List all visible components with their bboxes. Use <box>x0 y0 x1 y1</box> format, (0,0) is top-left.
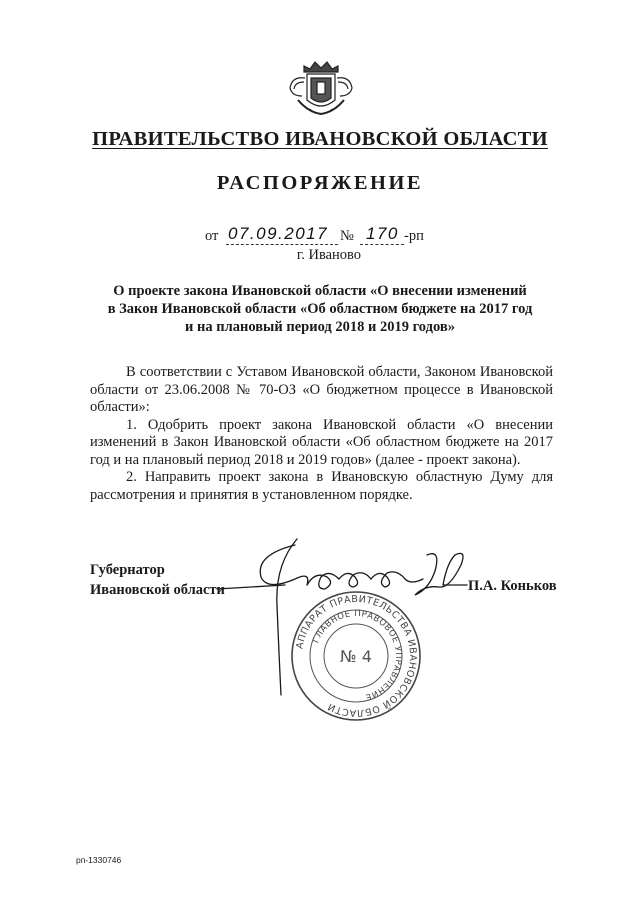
body-paragraph-preamble: В соответствии с Уставом Ивановской области, Законом Ивановской области от 23.06.2008 № 70-ОЗ «О бюджетном процессе в Ивановской области»: <box>90 364 553 415</box>
number-label: № <box>340 228 354 244</box>
document-type-heading: РАСПОРЯЖЕНИЕ <box>216 172 424 194</box>
handwritten-number: 170 <box>366 224 399 243</box>
signatory-position <box>90 560 225 600</box>
number-suffix: -рп <box>404 228 424 244</box>
body-paragraph-item-1: 1. Одобрить проект закона Ивановской области «О внесении изменений в Закон Ивановской области «Об областном бюджете на 2017 год и на плановый период 2018 и 2019 годов» (далее - проект закона). <box>90 416 553 468</box>
position-line-2: Ивановской области <box>90 582 225 598</box>
stamp-center-text: № 4 <box>340 647 372 666</box>
government-title: ПРАВИТЕЛЬСТВО ИВАНОВСКОЙ ОБЛАСТИ <box>92 128 548 150</box>
subject-line: в Закон Ивановской области «Об областном бюджете на 2017 год <box>107 301 533 317</box>
number-underline <box>360 244 404 245</box>
handwritten-signature <box>215 525 475 705</box>
body-paragraph-item-2: 2. Направить проект закона в Ивановскую областную Думу для рассмотрения и принятия в установленном порядке. <box>90 469 553 503</box>
stamp-outer-text: АППАРАТ ПРАВИТЕЛЬСТВА ИВАНОВСКОЙ ОБЛАСТИ <box>294 593 419 719</box>
document-code: рп-1330746 <box>76 855 122 865</box>
from-label: от <box>205 228 219 244</box>
stamp-inner-text: ГЛАВНОЕ ПРАВОВОЕ УПРАВЛЕНИЕ <box>311 608 404 702</box>
coat-of-arms-icon <box>284 56 358 118</box>
subject-line: и на плановый период 2018 и 2019 годов» <box>185 319 455 335</box>
date-number-line <box>0 226 640 246</box>
subject-line: О проекте закона Ивановской области «О внесении изменений <box>113 283 527 299</box>
city-line: г. Иваново <box>296 247 362 263</box>
date-underline <box>226 244 338 245</box>
subject-heading <box>0 282 640 336</box>
document-body <box>90 364 553 504</box>
handwritten-date: 07.09.2017 <box>228 224 329 243</box>
position-line-1: Губернатор <box>90 562 165 578</box>
signatory-name: П.А. Коньков <box>468 578 557 594</box>
